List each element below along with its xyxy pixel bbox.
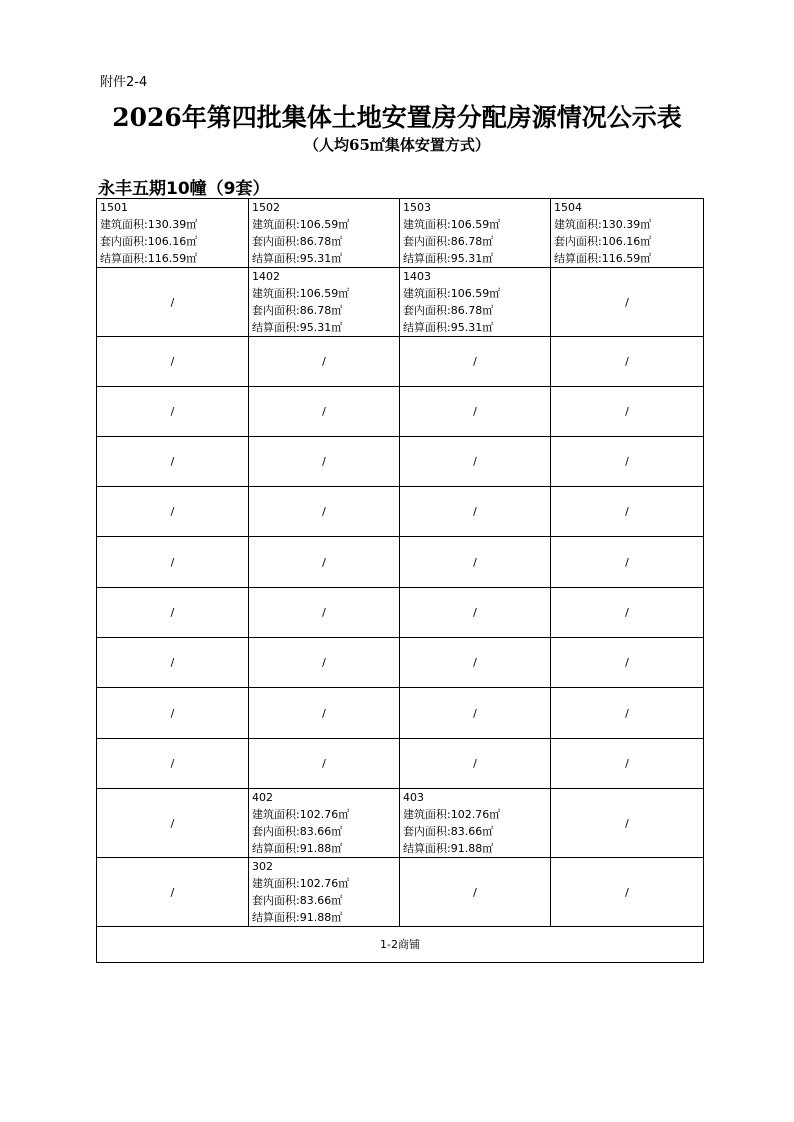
settlement-area: 结算面积:95.31㎡ (403, 321, 494, 334)
empty-unit-cell: / (400, 537, 551, 588)
unit-cell (400, 789, 551, 858)
empty-unit-cell: / (97, 437, 249, 487)
table-row (97, 858, 704, 927)
unit-cell (249, 268, 400, 337)
empty-unit-cell: / (400, 437, 551, 487)
empty-unit-cell: / (400, 337, 551, 387)
empty-unit-cell: / (400, 858, 551, 927)
empty-unit-cell: / (551, 537, 704, 588)
empty-unit-cell: / (551, 337, 704, 387)
settlement-area: 结算面积:91.88㎡ (403, 842, 494, 855)
inner-area: 套内面积:83.66㎡ (252, 825, 343, 838)
settlement-area: 结算面积:95.31㎡ (252, 252, 343, 265)
building-title: 永丰五期10幢（9套） (98, 179, 270, 199)
empty-unit-cell: / (551, 268, 704, 337)
empty-unit-cell: / (551, 487, 704, 537)
empty-unit-cell: / (249, 337, 400, 387)
empty-unit-cell: / (551, 789, 704, 858)
empty-unit-cell: / (97, 588, 249, 638)
empty-unit-cell: / (97, 268, 249, 337)
unit-cell (249, 199, 400, 268)
table-row (97, 337, 704, 387)
inner-area: 套内面积:83.66㎡ (252, 894, 343, 907)
empty-unit-cell: / (97, 858, 249, 927)
page-subtitle: （人均65㎡集体安置方式） (304, 136, 490, 154)
inner-area: 套内面积:83.66㎡ (403, 825, 494, 838)
room-number: 1402 (252, 270, 280, 283)
empty-unit-cell: / (551, 437, 704, 487)
table-row (97, 537, 704, 588)
room-number: 302 (252, 860, 273, 873)
inner-area: 套内面积:106.16㎡ (554, 235, 652, 248)
table-row (97, 387, 704, 437)
building-area: 建筑面积:102.76㎡ (252, 808, 350, 821)
room-number: 1502 (252, 201, 280, 214)
empty-unit-cell: / (249, 437, 400, 487)
empty-unit-cell: / (97, 337, 249, 387)
empty-unit-cell: / (400, 588, 551, 638)
settlement-area: 结算面积:91.88㎡ (252, 911, 343, 924)
room-number: 1501 (100, 201, 128, 214)
unit-cell (249, 858, 400, 927)
room-number: 1504 (554, 201, 582, 214)
empty-unit-cell: / (97, 739, 249, 789)
empty-unit-cell: / (400, 688, 551, 739)
table-row (97, 268, 704, 337)
empty-unit-cell: / (400, 487, 551, 537)
attachment-label: 附件2-4 (100, 75, 148, 90)
inner-area: 套内面积:86.78㎡ (252, 304, 343, 317)
unit-cell (400, 199, 551, 268)
empty-unit-cell: / (97, 487, 249, 537)
building-area: 建筑面积:106.59㎡ (403, 218, 501, 231)
housing-table (96, 198, 704, 963)
empty-unit-cell: / (551, 739, 704, 789)
room-number: 1403 (403, 270, 431, 283)
room-number: 402 (252, 791, 273, 804)
building-area: 建筑面积:106.59㎡ (252, 287, 350, 300)
empty-unit-cell: / (249, 537, 400, 588)
unit-cell (249, 789, 400, 858)
inner-area: 套内面积:86.78㎡ (403, 235, 494, 248)
settlement-area: 结算面积:116.59㎡ (100, 252, 198, 265)
room-number: 403 (403, 791, 424, 804)
table-row (97, 688, 704, 739)
empty-unit-cell: / (97, 638, 249, 688)
building-area: 建筑面积:130.39㎡ (554, 218, 652, 231)
empty-unit-cell: / (249, 688, 400, 739)
building-area: 建筑面积:106.59㎡ (252, 218, 350, 231)
unit-cell (551, 199, 704, 268)
settlement-area: 结算面积:91.88㎡ (252, 842, 343, 855)
empty-unit-cell: / (551, 858, 704, 927)
unit-cell (97, 199, 249, 268)
table-row (97, 638, 704, 688)
table-row (97, 487, 704, 537)
table-footer-row (97, 927, 704, 963)
table-row (97, 789, 704, 858)
empty-unit-cell: / (97, 789, 249, 858)
empty-unit-cell: / (551, 387, 704, 437)
inner-area: 套内面积:86.78㎡ (252, 235, 343, 248)
table-row (97, 199, 704, 268)
inner-area: 套内面积:106.16㎡ (100, 235, 198, 248)
room-number: 1503 (403, 201, 431, 214)
page-title: 2026年第四批集体土地安置房分配房源情况公示表 (112, 103, 682, 132)
empty-unit-cell: / (400, 739, 551, 789)
building-area: 建筑面积:102.76㎡ (252, 877, 350, 890)
settlement-area: 结算面积:116.59㎡ (554, 252, 652, 265)
unit-cell (400, 268, 551, 337)
settlement-area: 结算面积:95.31㎡ (403, 252, 494, 265)
building-area: 建筑面积:102.76㎡ (403, 808, 501, 821)
building-area: 建筑面积:106.59㎡ (403, 287, 501, 300)
empty-unit-cell: / (551, 638, 704, 688)
table-row (97, 739, 704, 789)
empty-unit-cell: / (97, 688, 249, 739)
empty-unit-cell: / (249, 487, 400, 537)
empty-unit-cell: / (551, 588, 704, 638)
empty-unit-cell: / (97, 387, 249, 437)
shops-note: 1-2商铺 (97, 927, 704, 963)
empty-unit-cell: / (551, 688, 704, 739)
empty-unit-cell: / (249, 588, 400, 638)
empty-unit-cell: / (249, 739, 400, 789)
inner-area: 套内面积:86.78㎡ (403, 304, 494, 317)
table-row (97, 588, 704, 638)
empty-unit-cell: / (249, 638, 400, 688)
empty-unit-cell: / (249, 387, 400, 437)
settlement-area: 结算面积:95.31㎡ (252, 321, 343, 334)
housing-table-body (97, 199, 704, 963)
empty-unit-cell: / (400, 387, 551, 437)
table-row (97, 437, 704, 487)
empty-unit-cell: / (400, 638, 551, 688)
building-area: 建筑面积:130.39㎡ (100, 218, 198, 231)
empty-unit-cell: / (97, 537, 249, 588)
